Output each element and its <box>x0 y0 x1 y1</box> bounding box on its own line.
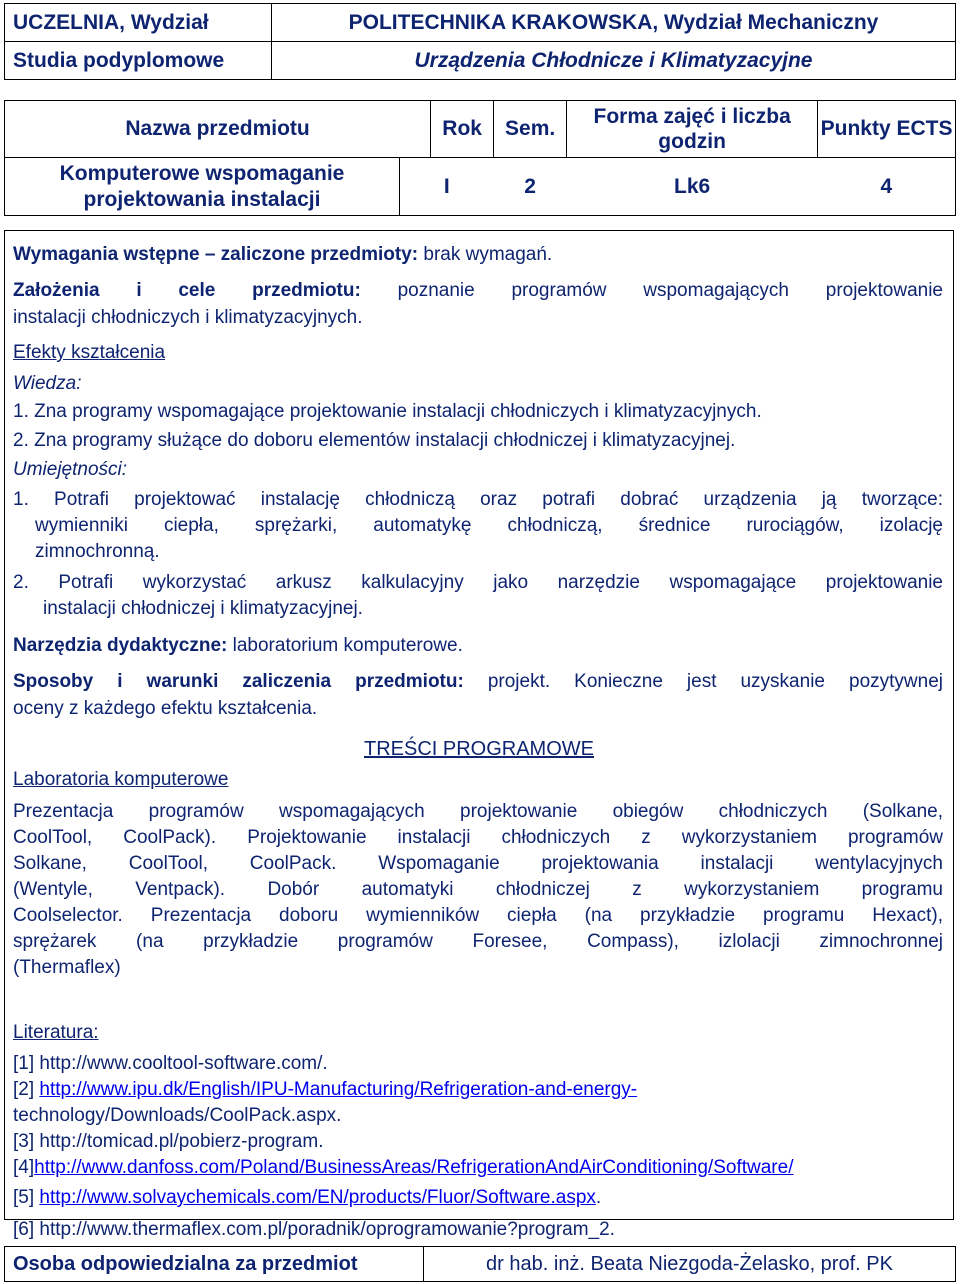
content-line-5: Coolselector. Prezentacja doboru wymienników ciepła (na przykładzie programu Hexact), <box>13 905 943 926</box>
knowledge-item-1: 1. Zna programy wspomagające projektowanie instalacji chłodniczych i klimatyzacyjnych. <box>13 401 762 422</box>
year-value: I <box>400 158 494 216</box>
ref-5-link[interactable]: http://www.solvaychemicals.com/EN/products/Fluor/Software.aspx <box>39 1187 596 1208</box>
ref-2 <box>13 1079 637 1101</box>
ref-2-link[interactable]: http://www.ipu.dk/English/IPU-Manufacturing/Refrigeration-and-energy- <box>39 1079 638 1100</box>
course-table <box>4 100 956 216</box>
ref-4-link[interactable]: http://www.danfoss.com/Poland/BusinessAreas/RefrigerationAndAirConditioning/Software/ <box>34 1157 794 1178</box>
assessment-line1 <box>13 671 943 693</box>
knowledge-item-2: 2. Zna programy służące do doboru elementów instalacji chłodniczej i klimatyzacyjnej. <box>13 430 736 451</box>
prerequisites <box>13 244 552 266</box>
knowledge-heading: Wiedza: <box>13 373 82 394</box>
prerequisites-text: brak wymagań. <box>418 244 553 265</box>
assessment-label: Sposoby i warunki zaliczenia przedmiotu: <box>13 671 464 692</box>
ref-3: [3] http://tomicad.pl/pobierz-program. <box>13 1131 324 1152</box>
teaching-tools-text: laboratorium komputerowe. <box>227 635 463 656</box>
objectives-line1 <box>13 280 943 302</box>
form-header: Forma zajęć i liczba godzin <box>567 101 818 158</box>
skill-2-line1: 2. Potrafi wykorzystać arkusz kalkulacyjny jako narzędzie wspomagające projektowanie <box>13 572 943 593</box>
teaching-tools-label: Narzędzia dydaktyczne: <box>13 635 228 656</box>
learning-outcomes-heading: Efekty kształcenia <box>13 342 166 363</box>
prerequisites-label: Wymagania wstępne – zaliczone przedmioty: <box>13 244 419 265</box>
content-line-4: (Wentyle, Ventpack). Dobór automatyki chłodniczej z wykorzystaniem programu <box>13 879 943 900</box>
skill-1-line1: 1. Potrafi projektować instalację chłodniczą oraz potrafi dobrać urządzenia ją tworzące: <box>13 489 943 510</box>
teaching-tools <box>13 635 463 657</box>
responsible-person-table <box>4 1246 956 1282</box>
studia-label: Studia podyplomowe <box>5 42 272 80</box>
semester-header: Sem. <box>494 101 567 158</box>
ref-6: [6] http://www.thermaflex.com.pl/poradnik/oprogramowanie?program_2. <box>13 1219 615 1240</box>
ref-5-prefix: [5] <box>13 1187 40 1208</box>
assessment-line2: oceny z każdego efektu kształcenia. <box>13 698 318 719</box>
responsible-person-label: Osoba odpowiedzialna za przedmiot <box>5 1247 424 1282</box>
course-name-line1: Komputerowe wspomaganie <box>59 162 345 186</box>
assessment-text: projekt. Konieczne jest uzyskanie pozytywnej <box>463 671 943 692</box>
ref-4-prefix: [4] <box>13 1157 35 1178</box>
lab-heading: Laboratoria komputerowe <box>13 769 229 790</box>
ref-5 <box>13 1187 601 1209</box>
responsible-person-value: dr hab. inż. Beata Niezgoda-Żelasko, prof. PK <box>424 1247 956 1282</box>
content-line-3: Solkane, CoolTool, CoolPack. Wspomaganie projektowania instalacji wentylacyjnych <box>13 853 943 874</box>
skill-1-line2: wymienniki ciepła, sprężarki, automatykę chłodniczą, średnice rurociągów, izolację <box>35 515 943 536</box>
objectives-label: Założenia i cele przedmiotu: <box>13 280 361 301</box>
studia-value: Urządzenia Chłodnicze i Klimatyzacyjne <box>272 42 956 80</box>
ref-2-continued: technology/Downloads/CoolPack.aspx. <box>13 1105 342 1126</box>
course-name <box>5 158 400 216</box>
ects-header: Punkty ECTS <box>818 101 956 158</box>
content-line-7: (Thermaflex) <box>13 957 121 978</box>
ref-2-prefix: [2] <box>13 1079 40 1100</box>
uczelnia-label: UCZELNIA, Wydział <box>5 4 272 42</box>
objectives-line2: instalacji chłodniczych i klimatyzacyjnych. <box>13 307 363 328</box>
content-line-6: sprężarek (na przykładzie programów Foresee, Compass), izlolacji zimnochronnej <box>13 931 943 952</box>
program-content-heading: TREŚCI PROGRAMOWE <box>363 738 594 760</box>
year-header: Rok <box>431 101 494 158</box>
semester-value: 2 <box>494 158 567 216</box>
objectives-text: poznanie programów wspomagających projektowanie <box>360 280 943 301</box>
ref-4 <box>13 1157 793 1179</box>
ects-value: 4 <box>818 158 956 216</box>
skill-1-line3: zimnochronną. <box>35 541 160 562</box>
main-content <box>4 230 954 1240</box>
literature-heading: Literatura: <box>13 1022 99 1043</box>
form-value: Lk6 <box>567 158 818 216</box>
content-line-2: CoolTool, CoolPack). Projektowanie instalacji chłodniczych z wykorzystaniem programów <box>13 827 943 848</box>
content-line-1: Prezentacja programów wspomagających projektowanie obiegów chłodniczych (Solkane, <box>13 801 943 822</box>
course-name-line2: projektowania instalacji <box>83 187 321 211</box>
skills-heading: Umiejętności: <box>13 459 128 480</box>
uczelnia-value: POLITECHNIKA KRAKOWSKA, Wydział Mechaniczny <box>272 4 956 42</box>
ref-5-suffix: . <box>595 1187 602 1208</box>
header-table <box>4 3 956 80</box>
skill-2-line2: instalacji chłodniczej i klimatyzacyjnej. <box>43 598 363 619</box>
course-name-header: Nazwa przedmiotu <box>5 101 431 158</box>
ref-1: [1] http://www.cooltool-software.com/. <box>13 1053 328 1074</box>
